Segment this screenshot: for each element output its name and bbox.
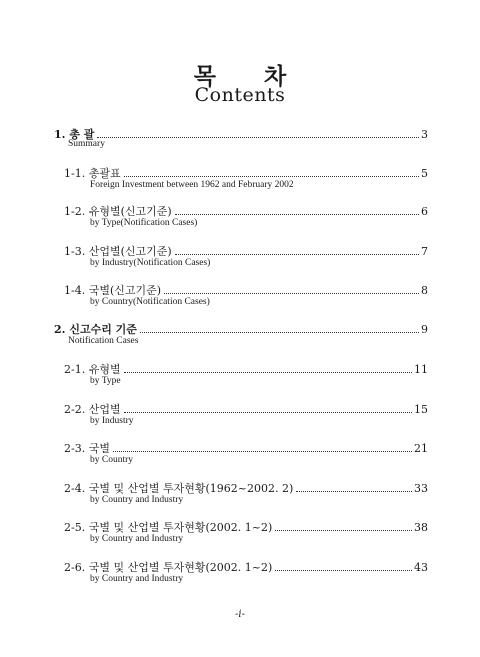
dot-leader: [113, 451, 412, 452]
dot-leader: [275, 530, 412, 531]
dot-leader: [175, 214, 419, 215]
toc-entry-subtitle: by Industry(Notification Cases): [90, 258, 211, 268]
toc-entry-subtitle: by Country(Notification Cases): [90, 297, 210, 307]
toc-entry-label: 2-4. 국별 및 산업별 투자현황(1962~2002. 2): [64, 482, 294, 495]
toc-entry-2-3[interactable]: [64, 440, 428, 454]
dot-leader: [124, 412, 412, 413]
toc-entry-1-1[interactable]: [64, 165, 428, 179]
toc-entry-page: 7: [421, 245, 428, 258]
toc-entry-subtitle: by Industry: [90, 416, 134, 426]
toc-entry-page: 11: [414, 363, 428, 376]
toc-entry-1-3[interactable]: [64, 243, 428, 257]
dot-leader: [124, 176, 419, 177]
page-number-footer: -i-: [235, 609, 245, 620]
toc-entry-page: 43: [414, 561, 428, 574]
toc-entry-subtitle: by Type: [90, 376, 121, 386]
dot-leader: [124, 372, 412, 373]
toc-entry-2-6[interactable]: [64, 559, 428, 573]
toc-entry-label: 1-3. 산업별(신고기준): [64, 245, 172, 258]
toc-entry-label: 2-5. 국별 및 산업별 투자현황(2002. 1~2): [64, 521, 273, 534]
toc-entry-page: 8: [421, 284, 428, 297]
page-title-korean: 목 차: [193, 64, 287, 90]
page-title-english: Contents: [194, 84, 286, 106]
toc-entry-2-2[interactable]: [64, 401, 428, 415]
toc-entry-label: 2-2. 산업별: [64, 403, 121, 416]
toc-entry-subtitle: by Country and Industry: [90, 574, 184, 584]
toc-entry-label: 1-2. 유형별(신고기준): [64, 205, 172, 218]
dot-leader: [275, 570, 412, 571]
toc-entry-label: 2-1. 유형별: [64, 363, 121, 376]
toc-entry-page: 9: [421, 323, 428, 336]
toc-entry-subtitle: by Type(Notification Cases): [90, 218, 198, 228]
toc-entry-label: 1. 총 괄: [54, 128, 95, 141]
dot-leader: [296, 491, 412, 492]
toc-entry-2-1[interactable]: [64, 361, 428, 375]
toc-entry-2-5[interactable]: [64, 519, 428, 533]
toc-entry-subtitle: Summary: [68, 139, 105, 149]
toc-entry-page: 33: [414, 482, 428, 495]
toc-entry-label: 1-1. 총괄표: [64, 167, 121, 180]
toc-entry-label: 1-4. 국별(신고기준): [64, 284, 162, 297]
toc-entry-subtitle: by Country and Industry: [90, 495, 184, 505]
toc-entry-label: 2-6. 국별 및 산업별 투자현황(2002. 1~2): [64, 561, 273, 574]
toc-entry-page: 3: [421, 128, 428, 141]
toc-entry-page: 6: [421, 205, 428, 218]
dot-leader: [140, 332, 419, 333]
toc-entry-label: 2-3. 국별: [64, 442, 110, 455]
toc-entry-1-2[interactable]: [64, 203, 428, 217]
toc-entry-label: 2. 신고수리 기준: [54, 323, 137, 336]
toc-entry-subtitle: by Country: [90, 455, 134, 465]
toc-entry-page: 38: [414, 521, 428, 534]
toc-entry-page: 15: [414, 403, 428, 416]
dot-leader: [97, 137, 419, 138]
toc-entry-page: 5: [421, 167, 428, 180]
toc-entry-2[interactable]: [54, 321, 428, 335]
dot-leader: [175, 254, 419, 255]
toc-entry-2-4[interactable]: [64, 480, 428, 494]
toc-entry-subtitle: Foreign Investment between 1962 and February 2002: [90, 180, 294, 190]
toc-entry-page: 21: [414, 442, 428, 455]
dot-leader: [164, 293, 419, 294]
toc-entry-1-4[interactable]: [64, 282, 428, 296]
toc-entry-subtitle: Notification Cases: [68, 336, 139, 346]
toc-entry-subtitle: by Country and Industry: [90, 534, 184, 544]
toc-entry-1[interactable]: [54, 126, 428, 140]
